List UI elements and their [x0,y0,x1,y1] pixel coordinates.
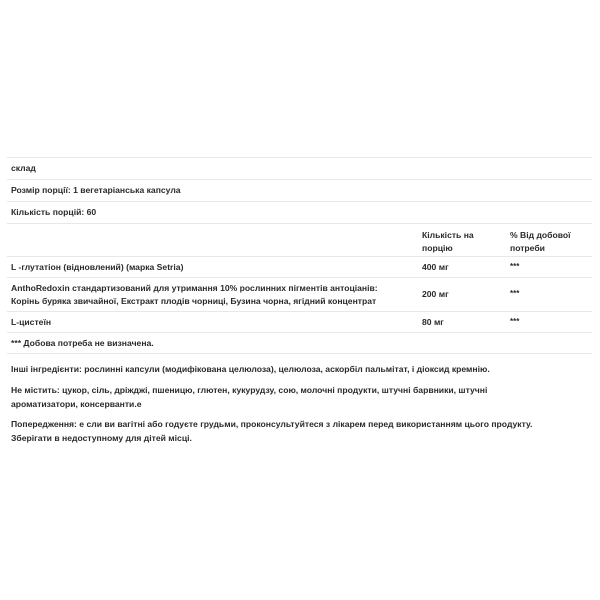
table-header-row [7,223,592,256]
ingredient-name: L-цистеїн [11,317,52,327]
ingredient-amount: 200 мг [422,289,449,299]
ingredient-amount: 80 мг [422,317,444,327]
does-not-contain-line1: Не містить: цукор, сіль, дріжджі, пшеницю, глютен, кукурудзу, сою, молочні продукти, штучні барвники, штучні [11,385,488,395]
ingredient-amount: 400 мг [422,262,449,272]
title-row [7,157,592,179]
daily-value-footnote: *** Добова потреба не визначена. [11,338,154,348]
header-dv-line1: % Від добової [510,230,571,240]
section-title: склад [11,163,36,173]
table-row [7,256,592,277]
table-row [7,277,592,311]
header-dv-line2: потреби [510,243,545,253]
other-ingredients: Інші інгредієнти: рослинні капсули (модифікована целюлоза), целюлоза, аскорбіл пальмітат, і діоксид кремнію. [11,364,490,374]
warning-line2: Зберігати в недоступному для дітей місці. [11,433,192,443]
footnote-row [7,332,592,354]
ingredient-name [11,282,378,307]
ingredient-name: L -глутатіон (відновлений) (марка Setria) [11,262,184,272]
header-amount-line1: Кількість на [422,230,474,240]
ingredient-name-line2: Корінь буряка звичайної, Екстракт плодів чорниці, Бузина чорна, ягідний концентрат [11,295,377,306]
serving-size-row [7,179,592,201]
warning [11,417,596,445]
does-not-contain [11,383,596,411]
header-amount-line2: порцію [422,243,453,253]
header-daily-value [510,229,571,255]
ingredient-dv: *** [510,262,520,271]
does-not-contain-line2: ароматизатори, консерванти.е [11,399,142,409]
ingredient-name-line1: AnthoRedoxin стандартизований для утримання 10% рослинних пігментів антоціанів: [11,283,378,293]
header-amount-per-serving [422,229,474,255]
ingredient-dv: *** [510,289,520,298]
warning-line1: Попередження: е сли ви вагітні або годуєте грудьми, проконсультуйтеся з лікарем перед використанням цього продукту. [11,419,533,429]
serving-size: Розмір порції: 1 вегетаріанська капсула [11,185,181,195]
servings-per-container: Кількість порцій: 60 [11,207,97,217]
ingredient-dv: *** [510,317,520,326]
supplement-facts-panel [7,157,592,354]
table-row [7,311,592,332]
servings-per-container-row [7,201,592,223]
